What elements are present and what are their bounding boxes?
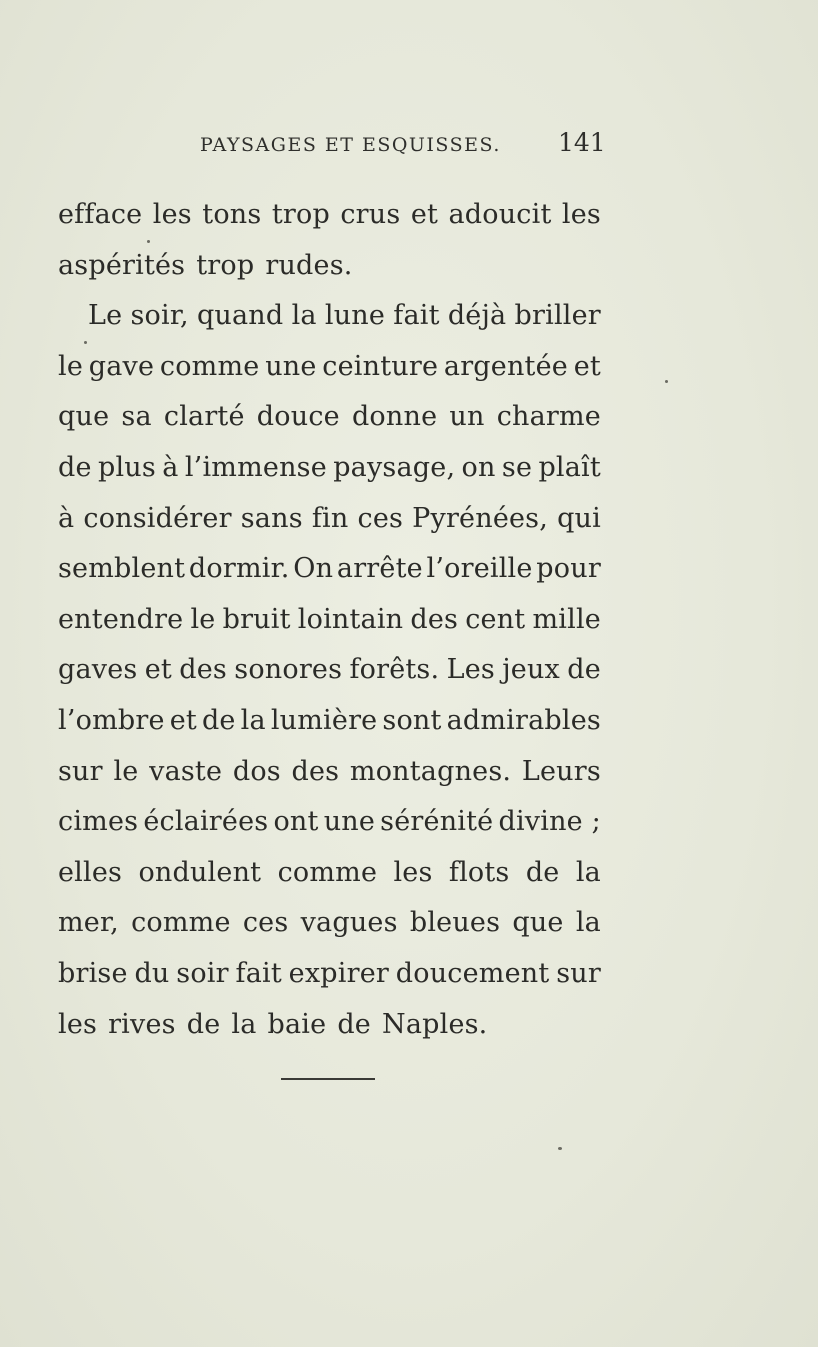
- word: briller: [514, 300, 601, 332]
- word: Le: [88, 300, 123, 332]
- word: la: [291, 300, 317, 332]
- text-line: [58, 696, 601, 747]
- word: se: [501, 451, 533, 483]
- word: lointain: [297, 603, 404, 635]
- word: des: [410, 603, 459, 635]
- word: déjà: [447, 300, 507, 332]
- word: sonores: [234, 654, 343, 686]
- word: une: [265, 350, 317, 382]
- word: éclairées: [143, 806, 269, 838]
- word: de: [186, 1008, 221, 1040]
- word: fait: [393, 300, 440, 332]
- word: donne: [351, 401, 438, 433]
- text-line: [58, 747, 601, 798]
- text-line: [58, 645, 601, 696]
- text-line: [58, 797, 601, 848]
- word: cent: [465, 603, 526, 635]
- word: admirables: [446, 704, 601, 736]
- word: ceinture: [322, 350, 439, 382]
- word: ondulent: [138, 856, 262, 888]
- word: sur: [556, 957, 601, 989]
- word: considérer: [83, 502, 232, 534]
- word: doucement: [395, 957, 550, 989]
- word: les: [393, 856, 433, 888]
- word: trop: [196, 249, 255, 281]
- word: à: [162, 451, 179, 483]
- word: à: [58, 502, 75, 534]
- word: Leurs: [521, 755, 601, 787]
- word: divine ;: [498, 806, 601, 838]
- word: que: [58, 401, 110, 433]
- word: lumière: [270, 704, 378, 736]
- word: tons: [202, 199, 262, 230]
- word: sérénité: [380, 806, 494, 838]
- word: elles: [58, 856, 123, 888]
- section-end-rule: [281, 1078, 375, 1080]
- word: argentée: [443, 350, 568, 382]
- word: qui: [557, 502, 601, 534]
- word: Pyrénées,: [412, 502, 549, 534]
- word: l’ombre: [58, 704, 165, 736]
- word: arrête: [336, 553, 423, 585]
- word: l’oreille: [426, 553, 533, 585]
- paper-speck: [558, 1147, 562, 1150]
- page-number: 141: [558, 128, 606, 157]
- word: Naples.: [382, 1008, 488, 1040]
- word: sont: [382, 704, 442, 736]
- word: les: [561, 199, 601, 230]
- word: comme: [159, 350, 260, 382]
- word: charme: [496, 401, 601, 433]
- word: et: [410, 199, 439, 230]
- word: des: [179, 654, 227, 686]
- body-text: [58, 190, 601, 1050]
- word: vagues: [300, 907, 398, 939]
- word: cimes: [58, 806, 139, 838]
- word: et: [144, 654, 172, 686]
- word: baie: [267, 1008, 327, 1040]
- word: bruit: [222, 603, 291, 635]
- text-line: [58, 494, 601, 545]
- text-line: [58, 190, 601, 241]
- word: la: [240, 704, 266, 736]
- word: de: [201, 704, 236, 736]
- word: adoucit: [448, 199, 552, 230]
- word: la: [575, 856, 601, 888]
- text-line: [58, 544, 601, 595]
- text-line: [58, 848, 601, 899]
- word: plus: [97, 451, 156, 483]
- word: forêts.: [349, 654, 440, 686]
- word: expirer: [288, 957, 389, 989]
- word: bleues: [409, 907, 501, 939]
- word: flots: [448, 856, 510, 888]
- word: de: [567, 654, 601, 686]
- word: ces: [357, 502, 404, 534]
- word: le: [58, 350, 84, 382]
- text-line: [58, 1000, 601, 1051]
- word: soir: [176, 957, 229, 989]
- word: lune: [324, 300, 386, 332]
- word: soir,: [130, 300, 189, 332]
- word: la: [231, 1008, 257, 1040]
- paper-speck: [147, 240, 150, 243]
- word: efface: [58, 199, 143, 230]
- word: une: [323, 806, 376, 838]
- word: comme: [277, 856, 378, 888]
- word: et: [573, 350, 601, 382]
- word: gaves: [58, 654, 138, 686]
- word: du: [134, 957, 170, 989]
- word: trop: [271, 199, 330, 230]
- text-line: [58, 898, 601, 949]
- word: On: [293, 553, 334, 585]
- word: jeux: [502, 654, 560, 686]
- text-line: [58, 342, 601, 393]
- word: un: [449, 401, 485, 433]
- word: quand: [196, 300, 284, 332]
- word: brise: [58, 957, 128, 989]
- word: rudes.: [265, 249, 353, 281]
- word: pour: [536, 553, 601, 585]
- word: douce: [256, 401, 340, 433]
- text-line: [58, 949, 601, 1000]
- word: entendre: [58, 603, 184, 635]
- word: semblent: [58, 553, 186, 585]
- word: clarté: [163, 401, 245, 433]
- running-title: PAYSAGES ET ESQUISSES.: [200, 134, 501, 156]
- word: les: [58, 1008, 98, 1040]
- word: plaît: [538, 451, 601, 483]
- paper-speck: [84, 341, 87, 344]
- word: de: [337, 1008, 371, 1040]
- word: fin: [311, 502, 349, 534]
- word: sa: [121, 401, 152, 433]
- text-line: [58, 595, 601, 646]
- word: sans: [240, 502, 303, 534]
- word: le: [190, 603, 216, 635]
- text-line: [58, 392, 601, 443]
- word: gave: [88, 350, 155, 382]
- word: paysage,: [333, 451, 456, 483]
- word: les: [152, 199, 192, 230]
- word: rives: [108, 1008, 176, 1040]
- text-line: [58, 241, 601, 292]
- word: fait: [235, 957, 282, 989]
- word: de: [58, 451, 92, 483]
- word: mille: [532, 603, 601, 635]
- word: la: [575, 907, 601, 939]
- word: crus: [340, 199, 401, 230]
- word: montagnes.: [349, 755, 512, 787]
- word: ont: [273, 806, 319, 838]
- word: ces: [242, 907, 289, 939]
- word: dormir.: [188, 553, 290, 585]
- word: vaste: [149, 755, 223, 787]
- paragraph: [58, 291, 601, 1050]
- word: mer,: [58, 907, 119, 939]
- paragraph: [58, 190, 601, 291]
- word: que: [512, 907, 564, 939]
- word: aspérités: [58, 249, 186, 281]
- word: dos: [232, 755, 281, 787]
- paper-speck: [665, 380, 668, 383]
- text-line: [58, 443, 601, 494]
- word: sur: [58, 755, 103, 787]
- word: comme: [131, 907, 231, 939]
- text-line: [58, 291, 601, 342]
- word: des: [291, 755, 340, 787]
- word: le: [113, 755, 139, 787]
- word: l’immense: [184, 451, 327, 483]
- word: on: [461, 451, 496, 483]
- word: et: [169, 704, 197, 736]
- word: Les: [446, 654, 495, 686]
- word: de: [525, 856, 560, 888]
